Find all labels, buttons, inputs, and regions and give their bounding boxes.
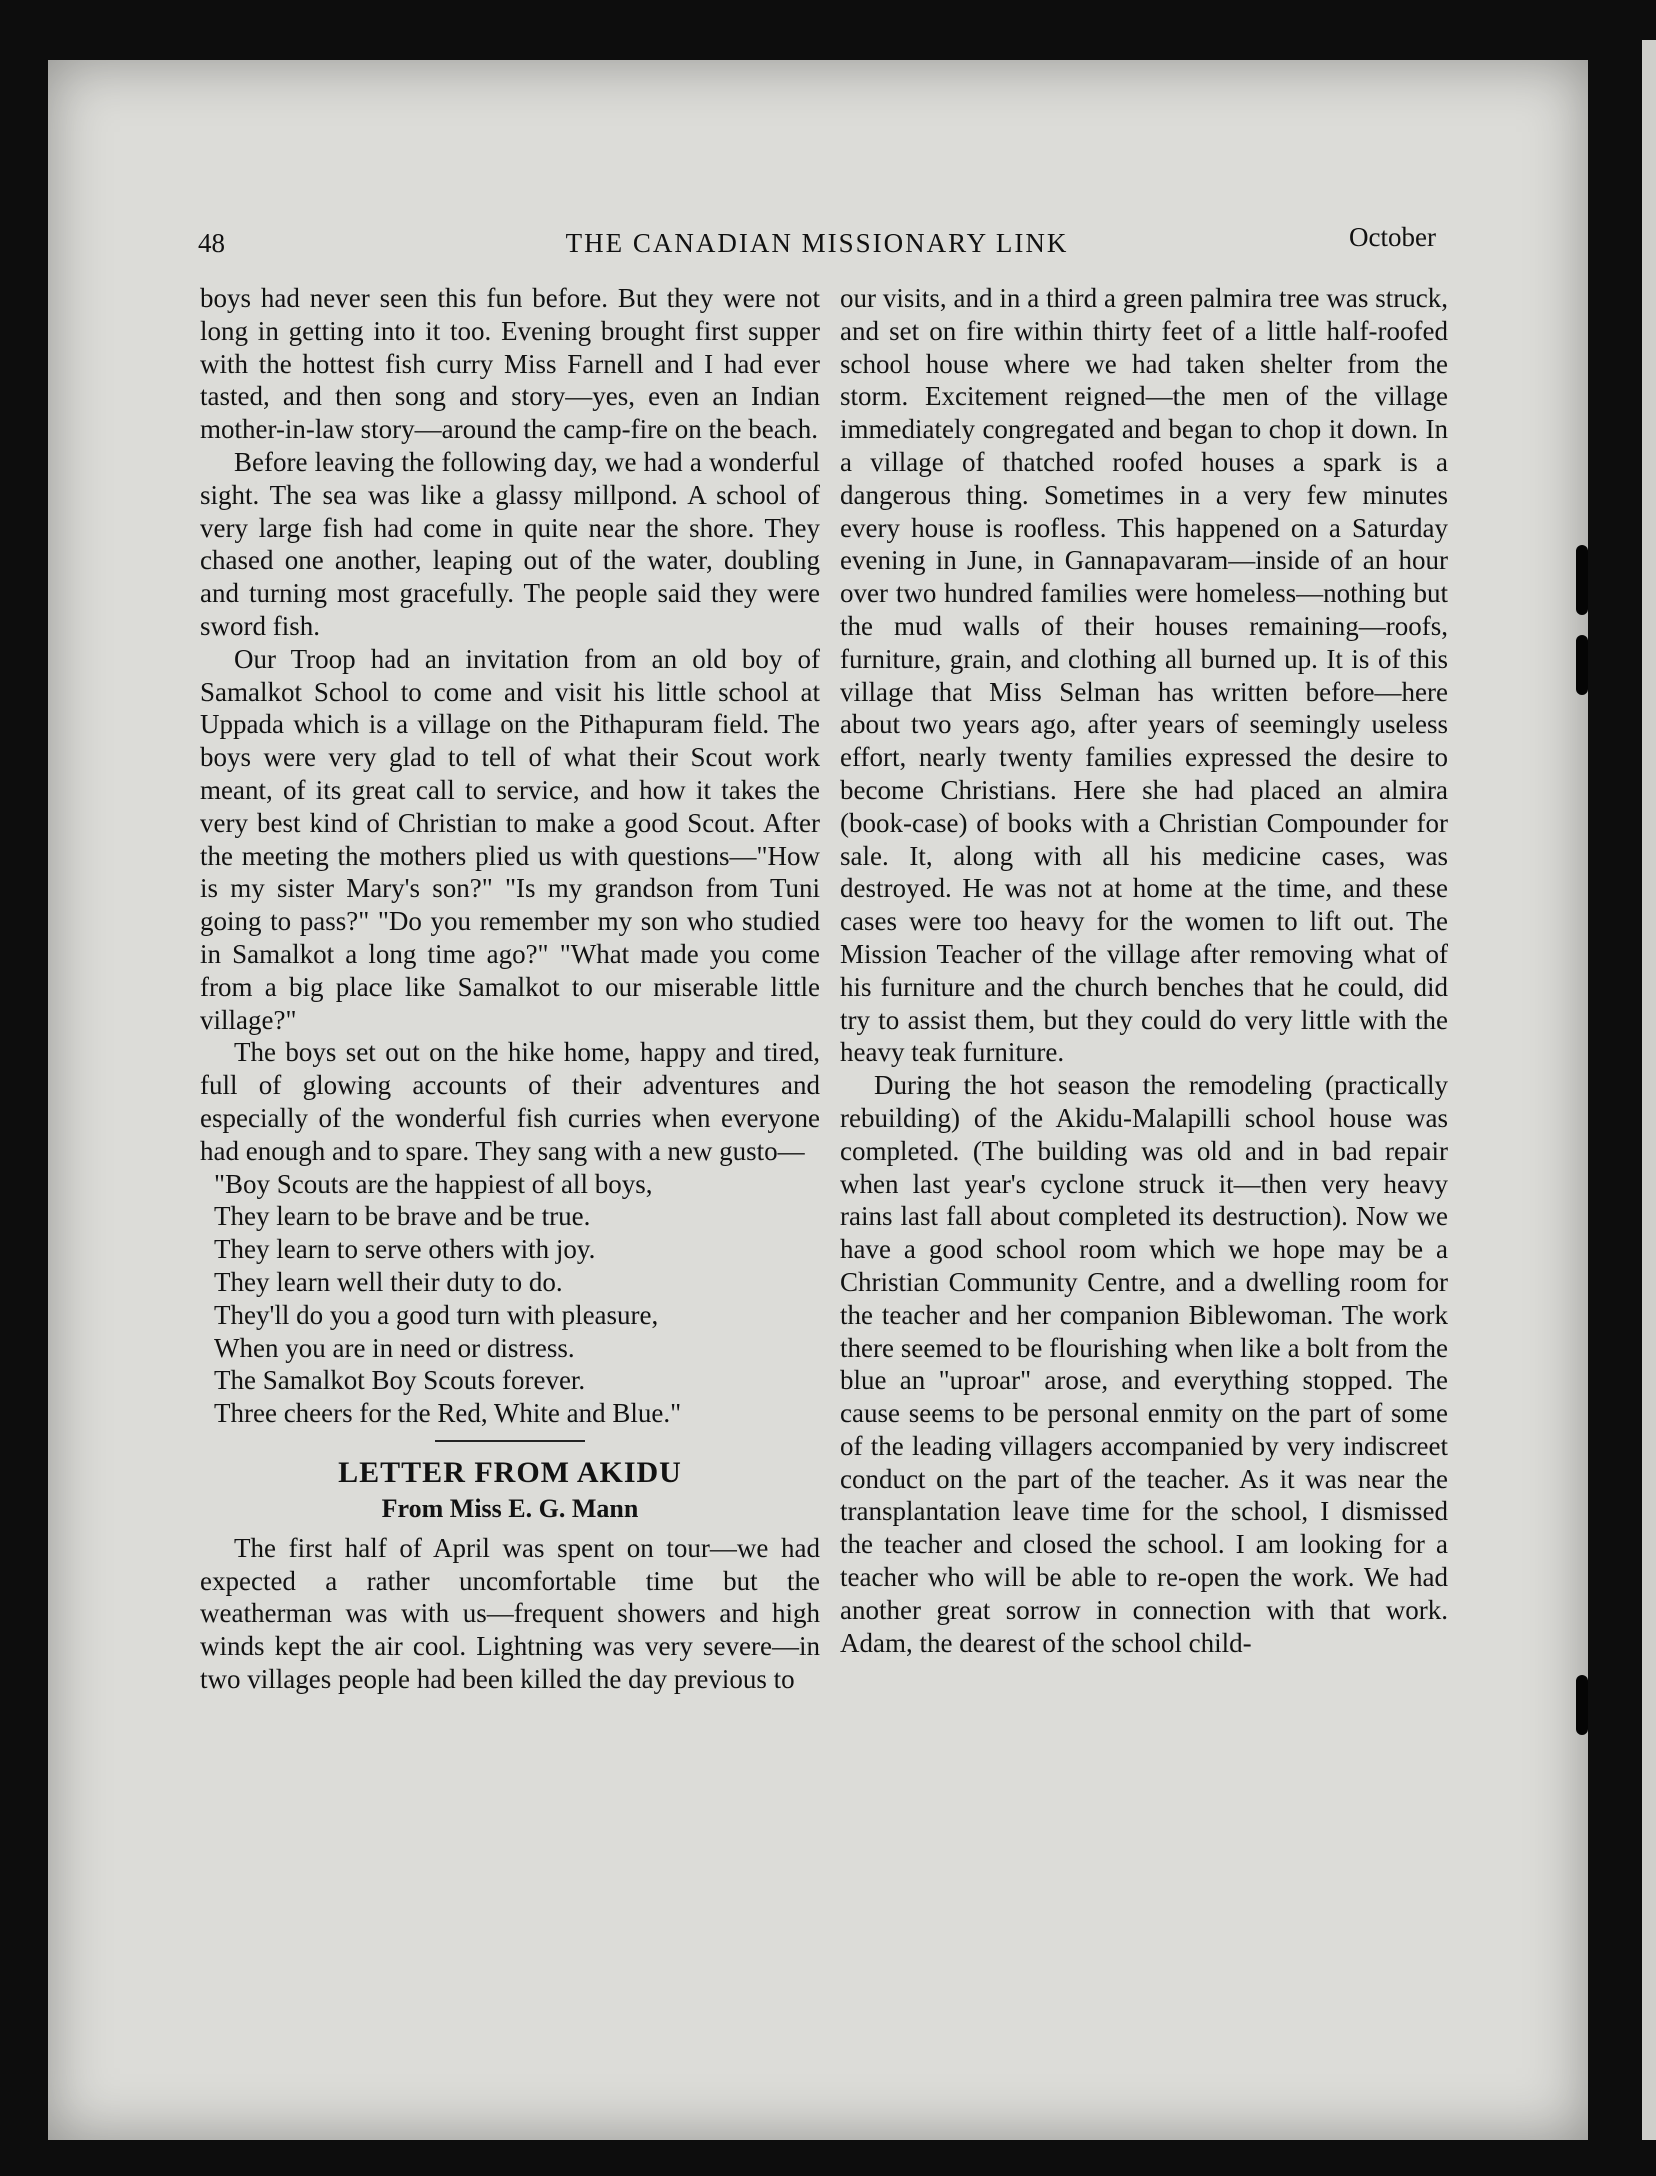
paragraph: The first half of April was spent on tour—we had expected a rather uncomfortable time but the weatherman was with us—frequent showers and high winds kept the air cool. Lightning was very severe—in two villages people had been killed the day previous to xyxy=(200,1532,820,1695)
right-column xyxy=(840,282,1448,1659)
page-number: 48 xyxy=(198,228,225,258)
poem-line: They learn well their duty to do. xyxy=(214,1266,563,1297)
poem-line: They'll do you a good turn with pleasure, xyxy=(214,1299,659,1330)
journal-title: THE CANADIAN MISSIONARY LINK xyxy=(565,228,1069,258)
page-edge xyxy=(1642,40,1656,2140)
paragraph: boys had never seen this fun before. But they were not long in getting into it too. Evening brought first supper with the hottest fish curry Miss Farnell and I had ever tasted, and then song and story—yes, even an Indian mother-in-law story—around the camp-fire on the beach. xyxy=(200,283,820,445)
paragraph: The boys set out on the hike home, happy and tired, full of glowing accounts of their adventures and especially of the wonderful fish curries when everyone had enough and to spare. They sang with a new gusto— xyxy=(200,1037,820,1166)
poem-line: The Samalkot Boy Scouts forever. xyxy=(214,1365,586,1396)
article-title: LETTER FROM AKIDU xyxy=(338,1455,682,1489)
poem-line: When you are in need or distress. xyxy=(214,1332,575,1363)
article-byline: From Miss E. G. Mann xyxy=(381,1493,639,1523)
issue-month: October xyxy=(1349,222,1436,252)
scout-song xyxy=(200,1168,820,1430)
left-column xyxy=(200,282,820,1696)
binding-mark xyxy=(1576,635,1588,695)
poem-line: Three cheers for the Red, White and Blue." xyxy=(214,1398,682,1429)
paragraph: Our Troop had an invitation from an old boy of Samalkot School to come and visit his little school at Uppada which is a village on the Pithapuram field. The boys were very glad to tell of what their Scout work meant, of its great call to service, and how it takes the very best kind of Christian to make a good Scout. After the meeting the mothers plied us with questions—"How is my sister Mary's son?" "Is my grandson from Tuni going to pass?" "Do you remember my son who studied in Samalkot a long time ago?" "What made you come from a big place like Samalkot to our miserable little village?" xyxy=(200,643,820,1035)
paragraph: Before leaving the following day, we had a wonderful sight. The sea was like a glassy millpond. A school of very large fish had come in quite near the shore. They chased one another, leaping out of the water, doubling and turning most gracefully. The people said they were sword fish. xyxy=(200,446,820,641)
section-divider xyxy=(435,1440,585,1442)
poem-line: They learn to be brave and be true. xyxy=(214,1201,591,1232)
page-header xyxy=(198,222,1436,266)
binding-mark xyxy=(1576,545,1588,615)
poem-line: "Boy Scouts are the happiest of all boys, xyxy=(214,1168,653,1199)
binding-mark xyxy=(1576,1675,1588,1735)
paragraph: our visits, and in a third a green palmira tree was struck, and set on fire within thirty feet of a little half-roofed school house where we had taken shelter from the storm. Excitement reigned—the men of the village immediately congregated and began to chop it down. In a village of thatched roofed houses a spark is a dangerous thing. Sometimes in a very few minutes every house is roofless. This happened on a Saturday evening in June, in Gannapavaram—inside of an hour over two hundred families were homeless—nothing but the mud walls of their houses remaining—roofs, furniture, grain, and clothing all burned up. It is of this village that Miss Selman has written before—here about two years ago, after years of seemingly useless effort, nearly twenty families expressed the desire to become Christians. Here she had placed an almira (book-case) of books with a Christian Compounder for sale. It, along with all his medicine cases, was destroyed. He was not at home at the time, and these cases were too heavy for the women to lift out. The Mission Teacher of the village after removing what of his furniture and the church benches that he could, did try to assist them, but they could do very little with the heavy teak furniture. xyxy=(840,283,1448,1068)
poem-line: They learn to serve others with joy. xyxy=(214,1234,596,1265)
paragraph: During the hot season the remodeling (practically rebuilding) of the Akidu-Malapilli school house was completed. (The building was old and in bad repair when last year's cyclone struck it—then very heavy rains last fall about completed its destruction). Now we have a good school room which we hope may be a Christian Community Centre, and a dwelling room for the teacher and her companion Biblewoman. The work there seemed to be flourishing when like a bolt from the blue an "uproar" arose, and everything stopped. The cause seems to be personal enmity on the part of some of the leading villagers accompanied by very indiscreet conduct on the part of the teacher. As it was near the transplantation leave time for the school, I dismissed the teacher and closed the school. I am looking for a teacher who will be able to re-open the work. We had another great sorrow in connection with that work. Adam, the dearest of the school child- xyxy=(840,1070,1448,1658)
